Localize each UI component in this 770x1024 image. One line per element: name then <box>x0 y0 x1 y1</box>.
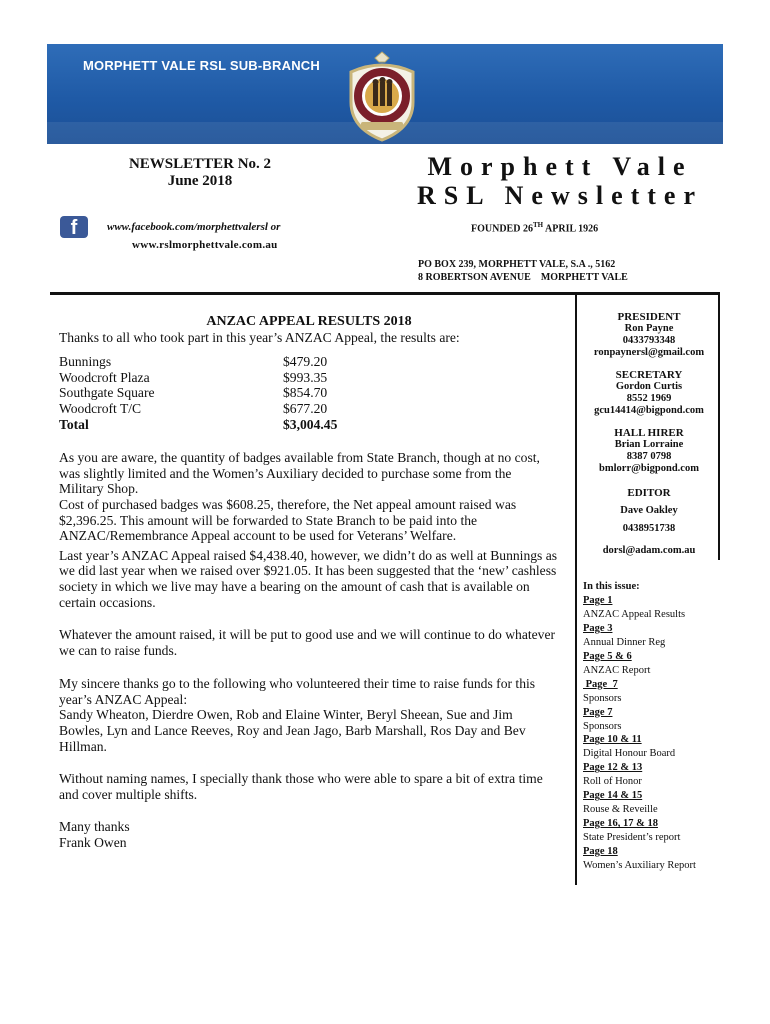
hall-hirer-phone: 8387 0798 <box>626 451 672 462</box>
editor-name: Dave Oakley <box>620 505 678 516</box>
contents-page[interactable]: Page 1 <box>583 594 613 606</box>
officers-panel <box>584 311 714 557</box>
president-name: Ron Payne <box>624 323 674 334</box>
paragraph-funds: Whatever the amount raised, it will be put to good use and we will continue to do whatever we can to raise funds. <box>59 627 556 658</box>
contents-title: ANZAC Appeal Results <box>583 608 686 620</box>
paragraph-badges: As you are aware, the quantity of badges available from State Branch, though at no cost, was slightly limited and the Women’s Auxiliary decided to purchase some from the Military Shop. <box>59 450 540 497</box>
result-name: Woodcroft T/C <box>59 400 142 416</box>
table-row <box>59 401 337 417</box>
secretary-name: Gordon Curtis <box>615 381 683 392</box>
hall-hirer-role: HALL HIRER <box>614 427 684 439</box>
contents-page[interactable]: Page 16, 17 & 18 <box>583 818 658 830</box>
article-intro: Thanks to all who took part in this year’s ANZAC Appeal, the results are: <box>59 329 460 345</box>
table-row <box>59 385 337 401</box>
contents-title: Sponsors <box>583 720 622 732</box>
secretary-phone: 8552 1969 <box>626 393 672 404</box>
facebook-link[interactable]: www.facebook.com/morphettvalersl or <box>107 221 281 233</box>
newsletter-number-block <box>110 156 290 190</box>
header-divider <box>50 292 720 295</box>
paragraph-cost: Cost of purchased badges was $608.25, therefore, the Net appeal amount raised was $2,396.25. This amount will be forwarded to State Branch to be paid into the ANZAC/Remembrance Appeal account to be used for Veterans’ Welfare. <box>59 496 517 544</box>
table-row <box>59 354 337 370</box>
contents-title: Women’s Auxiliary Report <box>583 860 696 872</box>
result-amount: $479.20 <box>283 354 328 370</box>
paragraph-thanks: My sincere thanks go to the following who volunteered their time to raise funds for this year’s ANZAC Appeal: <box>59 676 536 707</box>
contents-title: Roll of Honor <box>583 776 642 788</box>
paragraph-shifts: Without naming names, I specially thank those who were able to spare a bit of extra time and cover multiple shifts. <box>59 771 543 802</box>
newsletter-date: June 2018 <box>167 173 233 189</box>
title-line-2: RSL Newsletter <box>416 181 703 210</box>
founded-suffix: APRIL 1926 <box>543 223 599 235</box>
result-amount: $854.70 <box>283 385 328 401</box>
address-line-2: 8 ROBERTSON AVENUE MORPHETT VALE <box>418 272 628 283</box>
main-article <box>59 314 559 851</box>
header-banner <box>47 44 723 144</box>
paragraph-last-year: Last year’s ANZAC Appeal raised $4,438.40, however, we didn’t do as well at Bunnings as we did last year when we raised over $921.05. It has been suggested that the ‘new’ cashless society in which we live may have a bearing on the amount of cash that is available on certain occasions. <box>59 547 558 610</box>
contents-page[interactable]: Page 10 & 11 <box>583 734 642 746</box>
secretary-role: SECRETARY <box>615 369 683 381</box>
signoff-thanks: Many thanks <box>59 819 130 835</box>
results-table <box>59 354 337 432</box>
sidebar-divider <box>575 295 577 885</box>
total-label: Total <box>59 416 89 432</box>
newsletter-number: NEWSLETTER No. 2 <box>128 156 272 172</box>
founded-date <box>471 221 598 234</box>
sidebar-right-border <box>718 295 720 560</box>
result-name: Woodcroft Plaza <box>59 369 150 385</box>
contents-title: State President’s report <box>583 832 681 844</box>
banner-title: MORPHETT VALE RSL SUB-BRANCH <box>83 58 320 73</box>
editor-role: EDITOR <box>627 487 671 499</box>
newsletter-title <box>405 152 715 210</box>
contents-page[interactable]: Page 5 & 6 <box>583 650 632 662</box>
table-row <box>59 370 337 386</box>
contents-title: ANZAC Report <box>583 664 651 676</box>
contents-page[interactable]: Page 18 <box>583 846 618 858</box>
postal-address <box>418 258 628 284</box>
rsl-badge-logo <box>343 50 421 142</box>
total-row <box>59 417 337 433</box>
contents-page[interactable]: Page 7 <box>583 678 618 690</box>
contents-page[interactable]: Page 14 & 15 <box>583 790 643 802</box>
title-line-1: Morphett Vale <box>427 152 693 181</box>
contents-page[interactable]: Page 12 & 13 <box>583 762 643 774</box>
editor-phone: 0438951738 <box>622 523 676 534</box>
president-email[interactable]: ronpaynersl@gmail.com <box>593 347 705 358</box>
result-amount: $993.35 <box>283 369 328 385</box>
secretary-email[interactable]: gcu14414@bigpond.com <box>594 405 704 416</box>
contents-title: Sponsors <box>583 692 622 704</box>
founded-superscript: TH <box>532 221 544 229</box>
contents-title: Digital Honour Board <box>583 748 676 760</box>
president-role: PRESIDENT <box>617 311 681 323</box>
contents-heading: In this issue: <box>583 581 640 592</box>
hall-hirer-email[interactable]: bmlorr@bigpond.com <box>599 463 699 474</box>
paragraph-volunteers: Sandy Wheaton, Dierdre Owen, Rob and Elaine Winter, Beryl Sheean, Sue and Jim Bowles, Lyn and Lance Reeves, Roy and Jean Jago, Barb Marshall, Ros Day and Bev Hillman. <box>59 707 526 754</box>
contents-page[interactable]: Page 3 <box>583 622 613 634</box>
facebook-icon[interactable]: f <box>60 216 88 238</box>
article-heading: ANZAC APPEAL RESULTS 2018 <box>206 314 412 329</box>
hall-hirer-name: Brian Lorraine <box>614 439 684 450</box>
result-name: Bunnings <box>59 354 112 370</box>
contents-title: Annual Dinner Reg <box>583 636 666 648</box>
contents-panel <box>583 580 718 873</box>
total-amount: $3,004.45 <box>283 416 338 432</box>
result-name: Southgate Square <box>59 385 155 401</box>
founded-prefix: FOUNDED 26 <box>471 223 533 235</box>
signoff-name: Frank Owen <box>59 835 127 851</box>
address-line-1: PO BOX 239, MORPHETT VALE, S.A ., 5162 <box>418 259 616 270</box>
contents-page[interactable]: Page 7 <box>583 706 613 718</box>
contents-title: Rouse & Reveille <box>583 804 658 816</box>
editor-email[interactable]: dorsl@adam.com.au <box>602 545 696 556</box>
result-amount: $677.20 <box>283 400 328 416</box>
website-link[interactable]: www.rslmorphettvale.com.au <box>132 239 278 251</box>
president-phone: 0433793348 <box>622 335 676 346</box>
